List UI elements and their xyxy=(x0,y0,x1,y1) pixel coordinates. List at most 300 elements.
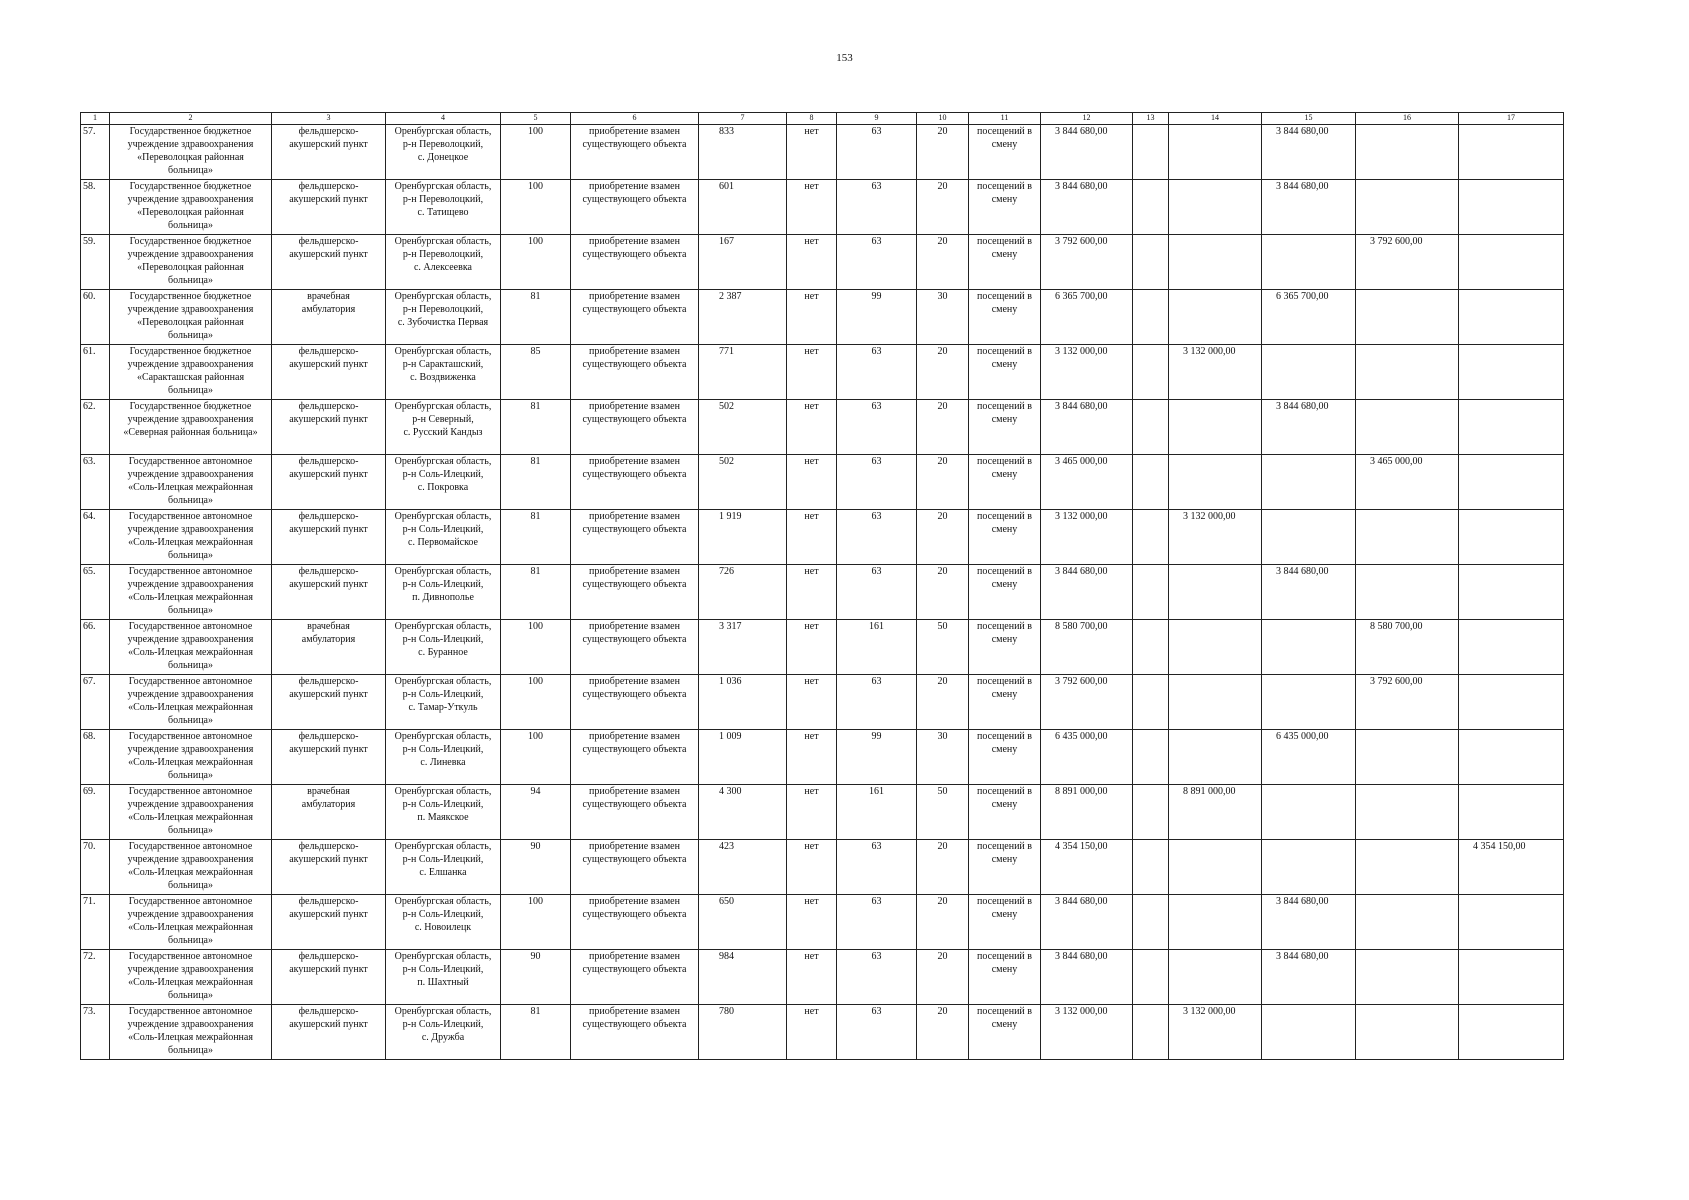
col10-cell: 20 xyxy=(917,180,969,235)
col15-amount-cell: 3 844 680,00 xyxy=(1262,565,1356,620)
col9-cell: 63 xyxy=(837,125,917,180)
facility-type-line: врачебная xyxy=(307,621,350,632)
institution-line: больница» xyxy=(168,770,213,781)
institution-line: «Соль-Илецкая межрайонная xyxy=(128,702,253,713)
col14-amount-cell xyxy=(1169,895,1262,950)
institution-cell xyxy=(110,1005,272,1060)
address-line: с. Новоилецк xyxy=(414,922,472,933)
institution-line: «Соль-Илецкая межрайонная xyxy=(128,482,253,493)
capacity-unit-line: смену xyxy=(991,634,1018,645)
capacity-unit-line: смену xyxy=(991,799,1018,810)
institution-line: учреждение здравоохранения xyxy=(127,799,254,810)
facility-type-line: фельдшерско- xyxy=(298,456,359,467)
capacity-unit-cell xyxy=(969,895,1041,950)
capacity-unit-line: посещений в xyxy=(976,896,1032,907)
col10-cell: 20 xyxy=(917,895,969,950)
institution-line: «Северная районная больница» xyxy=(123,427,258,438)
institution-line: больница» xyxy=(168,880,213,891)
total-amount-cell: 3 844 680,00 xyxy=(1041,400,1133,455)
capacity-unit-line: посещений в xyxy=(976,731,1032,742)
total-amount-cell: 3 844 680,00 xyxy=(1041,950,1133,1005)
col17-amount-cell xyxy=(1459,565,1564,620)
address-line: п. Дивнополье xyxy=(412,592,474,603)
address-cell xyxy=(386,455,501,510)
col17-amount-cell xyxy=(1459,400,1564,455)
institution-line: «Соль-Илецкая межрайонная xyxy=(128,537,253,548)
capacity-unit-cell xyxy=(969,455,1041,510)
col5-cell: 90 xyxy=(501,840,571,895)
column-number-3: 3 xyxy=(272,113,386,125)
address-line: Оренбургская область, xyxy=(394,951,492,962)
address-line: Оренбургская область, xyxy=(394,786,492,797)
institution-line: Государственное автономное xyxy=(128,896,253,907)
action-cell xyxy=(571,180,699,235)
facility-type-line: акушерский пункт xyxy=(289,469,368,480)
col17-amount-cell: 4 354 150,00 xyxy=(1459,840,1564,895)
capacity-unit-line: смену xyxy=(991,469,1018,480)
col10-cell: 30 xyxy=(917,290,969,345)
col15-amount-cell xyxy=(1262,675,1356,730)
col8-cell: нет xyxy=(787,1005,837,1060)
action-line: существующего объекта xyxy=(582,744,687,755)
action-cell xyxy=(571,620,699,675)
col8-cell: нет xyxy=(787,455,837,510)
col7-cell: 650 xyxy=(699,895,787,950)
capacity-unit-line: посещений в xyxy=(976,401,1032,412)
total-amount-cell: 3 792 600,00 xyxy=(1041,675,1133,730)
address-line: р-н Переволоцкий, xyxy=(402,139,484,150)
action-cell xyxy=(571,895,699,950)
address-line: р-н Соль-Илецкий, xyxy=(402,909,484,920)
col5-cell: 81 xyxy=(501,565,571,620)
row-number-cell: 70. xyxy=(81,840,110,895)
institution-line: «Соль-Илецкая межрайонная xyxy=(128,1032,253,1043)
institution-line: Государственное бюджетное xyxy=(129,291,252,302)
action-cell xyxy=(571,565,699,620)
col8-cell: нет xyxy=(787,950,837,1005)
table-row xyxy=(81,895,1564,950)
institution-line: Государственное бюджетное xyxy=(129,236,252,247)
facility-type-line: фельдшерско- xyxy=(298,401,359,412)
facility-type-cell xyxy=(272,565,386,620)
institution-line: «Переволоцкая районная xyxy=(137,262,244,273)
address-line: п. Маякское xyxy=(417,812,469,823)
col8-cell: нет xyxy=(787,180,837,235)
col8-cell: нет xyxy=(787,895,837,950)
capacity-unit-line: смену xyxy=(991,414,1018,425)
col13-cell xyxy=(1133,400,1169,455)
action-cell xyxy=(571,235,699,290)
col13-cell xyxy=(1133,455,1169,510)
facility-type-line: акушерский пункт xyxy=(289,414,368,425)
col9-cell: 63 xyxy=(837,345,917,400)
address-cell xyxy=(386,125,501,180)
institution-line: учреждение здравоохранения xyxy=(127,634,254,645)
address-line: с. Донецкое xyxy=(417,152,469,163)
col8-cell: нет xyxy=(787,290,837,345)
institution-line: учреждение здравоохранения xyxy=(127,414,254,425)
capacity-unit-line: посещений в xyxy=(976,951,1032,962)
institution-line: учреждение здравоохранения xyxy=(127,469,254,480)
facility-type-line: амбулатория xyxy=(301,304,356,315)
col5-cell: 100 xyxy=(501,620,571,675)
col7-cell: 1 919 xyxy=(699,510,787,565)
address-line: с. Воздвиженка xyxy=(410,372,476,383)
capacity-unit-cell xyxy=(969,950,1041,1005)
capacity-unit-line: посещений в xyxy=(976,126,1032,137)
address-cell xyxy=(386,895,501,950)
institution-line: учреждение здравоохранения xyxy=(127,579,254,590)
col15-amount-cell xyxy=(1262,1005,1356,1060)
table-row xyxy=(81,785,1564,840)
action-cell xyxy=(571,125,699,180)
action-cell xyxy=(571,730,699,785)
col16-amount-cell: 8 580 700,00 xyxy=(1356,620,1459,675)
col10-cell: 50 xyxy=(917,785,969,840)
capacity-unit-cell xyxy=(969,345,1041,400)
action-cell xyxy=(571,785,699,840)
institution-line: Государственное бюджетное xyxy=(129,401,252,412)
address-cell xyxy=(386,620,501,675)
facility-type-line: фельдшерско- xyxy=(298,731,359,742)
institution-cell xyxy=(110,565,272,620)
address-line: с. Русский Кандыз xyxy=(403,427,483,438)
col13-cell xyxy=(1133,510,1169,565)
address-line: с. Татищево xyxy=(417,207,469,218)
col17-amount-cell xyxy=(1459,235,1564,290)
institution-line: учреждение здравоохранения xyxy=(127,524,254,535)
total-amount-cell: 4 354 150,00 xyxy=(1041,840,1133,895)
col16-amount-cell xyxy=(1356,840,1459,895)
institution-line: «Саракташская районная xyxy=(136,372,245,383)
institution-line: больница» xyxy=(168,1045,213,1056)
col15-amount-cell: 3 844 680,00 xyxy=(1262,895,1356,950)
institution-line: Государственное автономное xyxy=(128,731,253,742)
facility-type-line: акушерский пункт xyxy=(289,689,368,700)
col9-cell: 63 xyxy=(837,235,917,290)
col5-cell: 100 xyxy=(501,180,571,235)
col7-cell: 423 xyxy=(699,840,787,895)
col17-amount-cell xyxy=(1459,950,1564,1005)
table-row xyxy=(81,620,1564,675)
capacity-unit-line: посещений в xyxy=(976,511,1032,522)
column-number-2: 2 xyxy=(110,113,272,125)
header-row xyxy=(81,113,1564,125)
institution-line: больница» xyxy=(168,275,213,286)
col10-cell: 20 xyxy=(917,1005,969,1060)
facility-type-line: акушерский пункт xyxy=(289,909,368,920)
column-number-14: 14 xyxy=(1169,113,1262,125)
institution-line: Государственное автономное xyxy=(128,566,253,577)
action-line: приобретение взамен xyxy=(589,511,680,522)
address-line: с. Зубочистка Первая xyxy=(397,317,489,328)
col17-amount-cell xyxy=(1459,510,1564,565)
col8-cell: нет xyxy=(787,620,837,675)
col16-amount-cell xyxy=(1356,510,1459,565)
col14-amount-cell xyxy=(1169,290,1262,345)
col5-cell: 81 xyxy=(501,455,571,510)
col16-amount-cell xyxy=(1356,345,1459,400)
facility-type-line: врачебная xyxy=(307,786,350,797)
capacity-unit-cell xyxy=(969,675,1041,730)
col8-cell: нет xyxy=(787,400,837,455)
address-line: Оренбургская область, xyxy=(394,676,492,687)
address-line: с. Дружба xyxy=(421,1032,465,1043)
address-line: р-н Соль-Илецкий, xyxy=(402,854,484,865)
facility-type-cell xyxy=(272,125,386,180)
institution-line: больница» xyxy=(168,220,213,231)
action-cell xyxy=(571,840,699,895)
table-row xyxy=(81,235,1564,290)
col15-amount-cell xyxy=(1262,785,1356,840)
col16-amount-cell: 3 792 600,00 xyxy=(1356,235,1459,290)
capacity-unit-line: посещений в xyxy=(976,566,1032,577)
col16-amount-cell xyxy=(1356,785,1459,840)
col13-cell xyxy=(1133,950,1169,1005)
row-number-cell: 60. xyxy=(81,290,110,345)
row-number-cell: 71. xyxy=(81,895,110,950)
col16-amount-cell: 3 465 000,00 xyxy=(1356,455,1459,510)
col7-cell: 726 xyxy=(699,565,787,620)
institution-line: Государственное автономное xyxy=(128,456,253,467)
page-number: 153 xyxy=(836,52,853,64)
action-line: приобретение взамен xyxy=(589,731,680,742)
col5-cell: 81 xyxy=(501,290,571,345)
institution-line: учреждение здравоохранения xyxy=(127,249,254,260)
institution-line: «Переволоцкая районная xyxy=(137,152,244,163)
address-line: Оренбургская область, xyxy=(394,401,492,412)
col9-cell: 161 xyxy=(837,785,917,840)
column-number-4: 4 xyxy=(386,113,501,125)
action-line: существующего объекта xyxy=(582,964,687,975)
table-row xyxy=(81,730,1564,785)
action-line: приобретение взамен xyxy=(589,181,680,192)
col17-amount-cell xyxy=(1459,675,1564,730)
col10-cell: 20 xyxy=(917,510,969,565)
col13-cell xyxy=(1133,345,1169,400)
col9-cell: 63 xyxy=(837,180,917,235)
facility-type-line: акушерский пункт xyxy=(289,964,368,975)
capacity-unit-line: смену xyxy=(991,964,1018,975)
facility-type-line: акушерский пункт xyxy=(289,139,368,150)
institution-cell xyxy=(110,235,272,290)
col7-cell: 2 387 xyxy=(699,290,787,345)
capacity-unit-line: смену xyxy=(991,249,1018,260)
col7-cell: 502 xyxy=(699,455,787,510)
table-row xyxy=(81,455,1564,510)
table-row xyxy=(81,840,1564,895)
column-number-17: 17 xyxy=(1459,113,1564,125)
capacity-unit-line: посещений в xyxy=(976,1006,1032,1017)
capacity-unit-line: посещений в xyxy=(976,676,1032,687)
col10-cell: 20 xyxy=(917,400,969,455)
institution-line: больница» xyxy=(168,825,213,836)
capacity-unit-line: смену xyxy=(991,194,1018,205)
facility-type-line: амбулатория xyxy=(301,634,356,645)
institution-line: «Соль-Илецкая межрайонная xyxy=(128,647,253,658)
col5-cell: 100 xyxy=(501,235,571,290)
table-row xyxy=(81,950,1564,1005)
col17-amount-cell xyxy=(1459,125,1564,180)
capacity-unit-cell xyxy=(969,290,1041,345)
col8-cell: нет xyxy=(787,345,837,400)
institution-line: Государственное бюджетное xyxy=(129,181,252,192)
address-line: р-н Соль-Илецкий, xyxy=(402,689,484,700)
institution-line: больница» xyxy=(168,495,213,506)
facility-type-line: акушерский пункт xyxy=(289,1019,368,1030)
col9-cell: 99 xyxy=(837,730,917,785)
column-number-6: 6 xyxy=(571,113,699,125)
col7-cell: 780 xyxy=(699,1005,787,1060)
institution-line: Государственное автономное xyxy=(128,951,253,962)
action-cell xyxy=(571,290,699,345)
col10-cell: 20 xyxy=(917,840,969,895)
institution-line: больница» xyxy=(168,605,213,616)
institution-line: «Соль-Илецкая межрайонная xyxy=(128,977,253,988)
col10-cell: 20 xyxy=(917,675,969,730)
institution-line: больница» xyxy=(168,660,213,671)
address-cell xyxy=(386,345,501,400)
institution-line: учреждение здравоохранения xyxy=(127,689,254,700)
col10-cell: 20 xyxy=(917,125,969,180)
col9-cell: 63 xyxy=(837,950,917,1005)
col16-amount-cell xyxy=(1356,290,1459,345)
capacity-unit-line: посещений в xyxy=(976,346,1032,357)
institution-line: больница» xyxy=(168,715,213,726)
row-number-cell: 63. xyxy=(81,455,110,510)
address-cell xyxy=(386,950,501,1005)
facility-type-cell xyxy=(272,840,386,895)
institution-cell xyxy=(110,455,272,510)
institution-line: Государственное автономное xyxy=(128,621,253,632)
total-amount-cell: 3 132 000,00 xyxy=(1041,510,1133,565)
capacity-unit-line: посещений в xyxy=(976,786,1032,797)
facility-type-line: фельдшерско- xyxy=(298,566,359,577)
total-amount-cell: 3 844 680,00 xyxy=(1041,180,1133,235)
capacity-unit-cell xyxy=(969,400,1041,455)
facility-type-line: акушерский пункт xyxy=(289,854,368,865)
col8-cell: нет xyxy=(787,565,837,620)
institution-line: «Соль-Илецкая межрайонная xyxy=(128,757,253,768)
facility-type-line: фельдшерско- xyxy=(298,676,359,687)
col7-cell: 4 300 xyxy=(699,785,787,840)
address-line: Оренбургская область, xyxy=(394,181,492,192)
address-line: р-н Соль-Илецкий, xyxy=(402,524,484,535)
institution-line: больница» xyxy=(168,330,213,341)
col13-cell xyxy=(1133,180,1169,235)
col16-amount-cell xyxy=(1356,730,1459,785)
column-number-11: 11 xyxy=(969,113,1041,125)
col7-cell: 833 xyxy=(699,125,787,180)
col15-amount-cell: 6 435 000,00 xyxy=(1262,730,1356,785)
institution-line: больница» xyxy=(168,990,213,1001)
col14-amount-cell xyxy=(1169,840,1262,895)
facility-type-cell xyxy=(272,510,386,565)
action-line: приобретение взамен xyxy=(589,1006,680,1017)
capacity-unit-line: смену xyxy=(991,1019,1018,1030)
col15-amount-cell: 3 844 680,00 xyxy=(1262,950,1356,1005)
action-line: существующего объекта xyxy=(582,689,687,700)
institution-line: учреждение здравоохранения xyxy=(127,964,254,975)
col9-cell: 63 xyxy=(837,400,917,455)
column-number-9: 9 xyxy=(837,113,917,125)
row-number-cell: 65. xyxy=(81,565,110,620)
total-amount-cell: 6 435 000,00 xyxy=(1041,730,1133,785)
col5-cell: 81 xyxy=(501,510,571,565)
total-amount-cell: 3 844 680,00 xyxy=(1041,125,1133,180)
action-line: существующего объекта xyxy=(582,909,687,920)
institution-cell xyxy=(110,840,272,895)
capacity-unit-cell xyxy=(969,510,1041,565)
col13-cell xyxy=(1133,840,1169,895)
col7-cell: 3 317 xyxy=(699,620,787,675)
institution-line: больница» xyxy=(168,165,213,176)
col13-cell xyxy=(1133,895,1169,950)
institution-line: Государственное автономное xyxy=(128,676,253,687)
col17-amount-cell xyxy=(1459,345,1564,400)
col15-amount-cell xyxy=(1262,840,1356,895)
row-number-cell: 57. xyxy=(81,125,110,180)
col13-cell xyxy=(1133,730,1169,785)
action-line: существующего объекта xyxy=(582,634,687,645)
col8-cell: нет xyxy=(787,235,837,290)
capacity-unit-cell xyxy=(969,785,1041,840)
action-line: существующего объекта xyxy=(582,414,687,425)
capacity-unit-line: смену xyxy=(991,689,1018,700)
column-number-13: 13 xyxy=(1133,113,1169,125)
action-line: существующего объекта xyxy=(582,469,687,480)
facility-type-line: фельдшерско- xyxy=(298,951,359,962)
column-number-7: 7 xyxy=(699,113,787,125)
col9-cell: 99 xyxy=(837,290,917,345)
address-line: Оренбургская область, xyxy=(394,896,492,907)
row-number-cell: 61. xyxy=(81,345,110,400)
table-row xyxy=(81,125,1564,180)
column-number-8: 8 xyxy=(787,113,837,125)
col9-cell: 63 xyxy=(837,675,917,730)
col7-cell: 1 036 xyxy=(699,675,787,730)
action-line: существующего объекта xyxy=(582,194,687,205)
institution-line: Государственное автономное xyxy=(128,511,253,522)
col9-cell: 63 xyxy=(837,1005,917,1060)
address-line: р-н Соль-Илецкий, xyxy=(402,799,484,810)
facility-type-cell xyxy=(272,675,386,730)
col13-cell xyxy=(1133,565,1169,620)
institution-cell xyxy=(110,895,272,950)
column-number-10: 10 xyxy=(917,113,969,125)
col15-amount-cell xyxy=(1262,510,1356,565)
col17-amount-cell xyxy=(1459,180,1564,235)
col14-amount-cell xyxy=(1169,565,1262,620)
address-line: р-н Соль-Илецкий, xyxy=(402,469,484,480)
col13-cell xyxy=(1133,125,1169,180)
institution-line: Государственное бюджетное xyxy=(129,346,252,357)
facility-type-line: фельдшерско- xyxy=(298,1006,359,1017)
address-cell xyxy=(386,785,501,840)
col7-cell: 771 xyxy=(699,345,787,400)
row-number-cell: 64. xyxy=(81,510,110,565)
action-line: приобретение взамен xyxy=(589,456,680,467)
capacity-unit-line: смену xyxy=(991,579,1018,590)
capacity-unit-cell xyxy=(969,235,1041,290)
address-cell xyxy=(386,235,501,290)
capacity-unit-line: смену xyxy=(991,744,1018,755)
col14-amount-cell: 8 891 000,00 xyxy=(1169,785,1262,840)
institution-line: больница» xyxy=(168,935,213,946)
institution-line: Государственное автономное xyxy=(128,786,253,797)
facility-type-line: фельдшерско- xyxy=(298,346,359,357)
col14-amount-cell xyxy=(1169,180,1262,235)
